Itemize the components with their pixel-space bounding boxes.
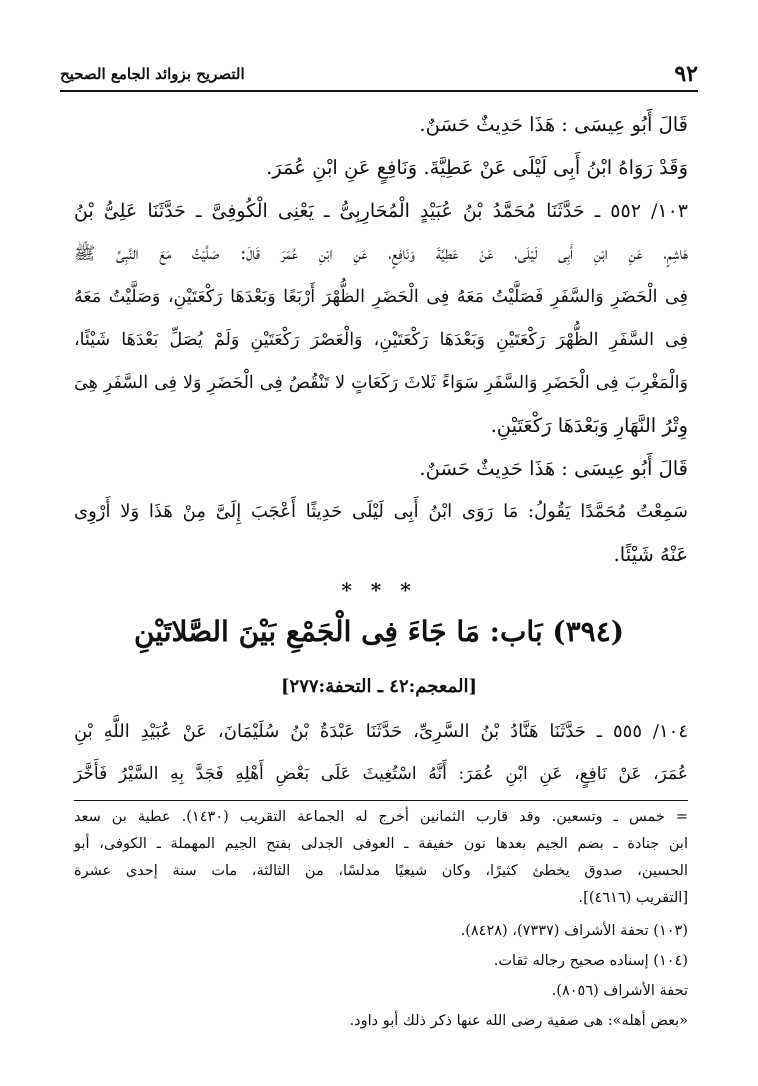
footnote-line: «بعض أهله»: هى صفية رضى الله عنها ذكر ذلك أبو داود. (349, 1013, 688, 1029)
chapter-reference: [المعجم:٤٢ ـ التحفة:٢٧٧] (281, 676, 477, 697)
body-line: فِى الْحَضَرِ وَالسَّفَرِ فَصَلَّيْتُ مَعَهُ فِى الْحَضَرِ الظُّهْرَ أَرْبَعًا وَبَعْدَهَا رَكْعَتَيْنِ، وَصَلَّيْتُ مَعَهُ (74, 287, 688, 307)
footnote-line: (١٠٣) تحفة الأشراف (٧٣٣٧)، (٨٤٢٨). (460, 923, 688, 939)
body-line: وَالْمَغْرِبَ فِى الْحَضَرِ وَالسَّفَرِ سَوَاءً ثَلاثَ رَكَعَاتٍ لا تَنْقُصُ فِى الْحَضَرِ وَلا فِى السَّفَرِ هِىَ (74, 373, 688, 393)
footnote-rule (74, 800, 688, 801)
section-separator: * * * (341, 578, 417, 602)
footnote-line: تحفة الأشراف (٨٠٥٦). (551, 983, 688, 999)
body-line: ١٠٣/ ٥٥٢ ـ حَدَّثَنَا مُحَمَّدُ بْنُ عُبَيْدٍ الْمُحَارِبِىُّ ـ يَعْنِى الْكُوفِىَّ ـ حَدَّثَنَا عَلِىُّ بْنُ (74, 200, 688, 222)
body-line: وَقَدْ رَوَاهُ ابْنُ أَبِى لَيْلَى عَنْ عَطِيَّةَ. وَنَافِعٍ عَنِ ابْنِ عُمَرَ. (266, 156, 688, 179)
body-line: قَالَ أَبُو عِيسَى : هَذَا حَدِيثٌ حَسَنٌ. (419, 457, 688, 480)
hadith-line: عُمَرَ، عَنْ نَافِعٍ، عَنِ ابْنِ عُمَرَ: أَنَّهُ اسْتُغِيثَ عَلَى بَعْضِ أَهْلِهِ فَجَدَّ بِهِ السَّيْرُ فَأَخَّرَ (74, 764, 688, 784)
footnote-line: ابن جنادة ـ بضم الجيم بعدها نون خفيفة ـ العوفى الجدلى بفتح الجيم المهملة ـ الكوفى، أبو (74, 836, 688, 852)
body-line: فِى السَّفَرِ الظُّهْرَ رَكْعَتَيْنِ وَبَعْدَهَا رَكْعَتَيْنِ، وَالْعَصْرَ رَكْعَتَيْنِ وَلَمْ يُصَلِّ بَعْدَهَا شَيْئًا، (74, 330, 688, 350)
body-line: قَالَ أَبُو عِيسَى : هَذَا حَدِيثٌ حَسَنٌ. (419, 113, 688, 136)
footnote-line: (١٠٤) إسناده صحيح رجاله ثقات. (493, 953, 688, 969)
footnote-line: = خمس ـ وتسعين. وقد قارب الثمانين أخرج له الجماعة التقريب (١٤٣٠). عطية بن سعد (74, 809, 688, 825)
hadith-line: ١٠٤/ ٥٥٥ ـ حَدَّثَنَا هَنَّادُ بْنُ السَّرِىِّ، حَدَّثَنَا عَبْدَةُ بْنُ سُلَيْمَانَ، عَنْ عُبَيْدِ اللَّهِ بْنِ (74, 721, 688, 742)
body-line: وِتْرُ النَّهَارِ وَبَعْدَهَا رَكْعَتَيْنِ. (490, 414, 688, 437)
body-line: هَاشِمٍ، عَنِ ابْنِ أَبِى لَيْلَى، عَنْ عَطِيَّةَ وَنَافِعٍ، عَنِ ابْنِ عُمَرَ قَالَ: صَلَّيْتُ مَعَ النَّبِىِّ ﷺ (74, 244, 688, 264)
page-number: ٩٢ (674, 61, 698, 87)
page-header (60, 58, 698, 92)
body-line: عَنْهُ شَيْئًا. (613, 543, 688, 566)
body-line: سَمِعْتُ مُحَمَّدًا يَقُولُ: مَا رَوَى ابْنُ أَبِى لَيْلَى حَدِيثًا أَعْجَبَ إِلَىَّ مِنْ هَذَا وَلا أَرْوِى (74, 501, 688, 522)
footnote-line: [التقريب (٤٦١٦)]. (578, 890, 688, 906)
running-title: التصريح بزوائد الجامع الصحيح (60, 65, 245, 83)
footnote-line: الحسين، صدوق يخطئ كثيرًا، وكان شيعيًا مدلسًا، من الثالثة، مات سنة إحدى عشرة (74, 863, 688, 879)
chapter-title: (٣٩٤) بَاب: مَا جَاءَ فِى الْجَمْعِ بَيْنَ الصَّلاتَيْنِ (133, 615, 625, 648)
